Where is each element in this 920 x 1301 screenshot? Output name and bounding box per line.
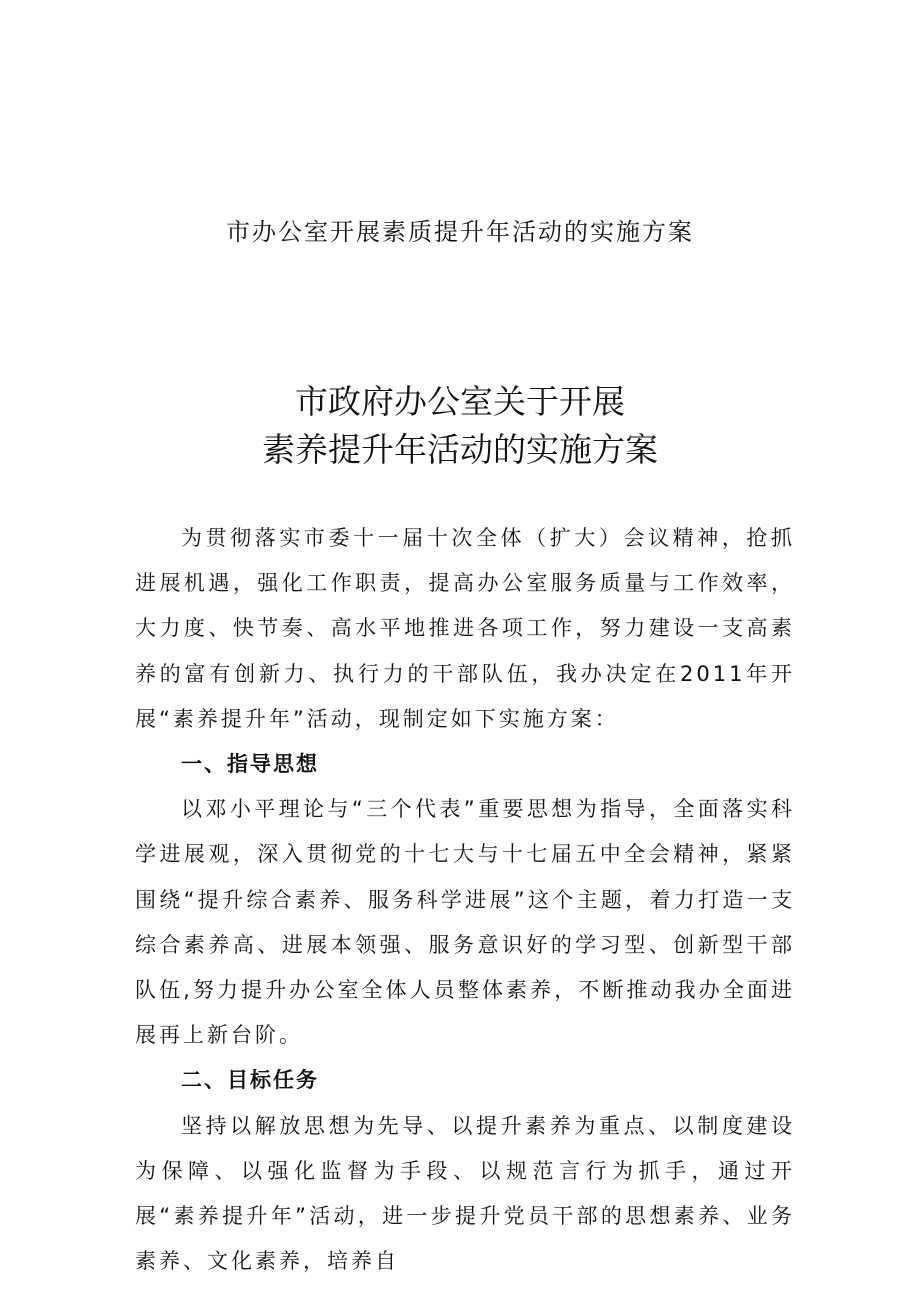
document-header-title: 市办公室开展素质提升年活动的实施方案: [226, 218, 694, 246]
section-paragraph-goals-tasks: 坚持以解放思想为先导、以提升素养为重点、以制度建设为保障、以强化监督为手段、以规范言行为抓手，通过开展“素养提升年”活动，进一步提升党员干部的思想素养、业务素养、文化素养，培养自: [135, 1113, 795, 1274]
section-paragraph-guiding-ideology: 以邓小平理论与“三个代表”重要思想为指导，全面落实科学进展观，深入贯彻党的十七大与十七届五中全会精神，紧紧围绕“提升综合素养、服务科学进展”这个主题，着力打造一支综合素养高、进展本领强、服务意识好的学习型、创新型干部队伍,努力提升办公室全体人员整体素养，不断推动我办全面进展再上新台阶。: [135, 797, 795, 1048]
section-heading-goals-tasks: 二、目标任务: [181, 1068, 319, 1093]
document-body: [135, 516, 795, 1284]
section-heading-guiding-ideology: 一、指导思想: [181, 752, 319, 777]
main-title-line-1: 市政府办公室关于开展: [295, 382, 625, 421]
main-title-line-2: 素养提升年活动的实施方案: [262, 430, 658, 469]
main-title: [0, 378, 920, 474]
intro-paragraph: 为贯彻落实市委十一届十次全体（扩大）会议精神，抢抓进展机遇，强化工作职责，提高办公室服务质量与工作效率，大力度、快节奏、高水平地推进各项工作，努力建设一支高素养的富有创新力、执行力的干部队伍，我办决定在2011年开展“素养提升年”活动，现制定如下实施方案：: [135, 526, 795, 731]
